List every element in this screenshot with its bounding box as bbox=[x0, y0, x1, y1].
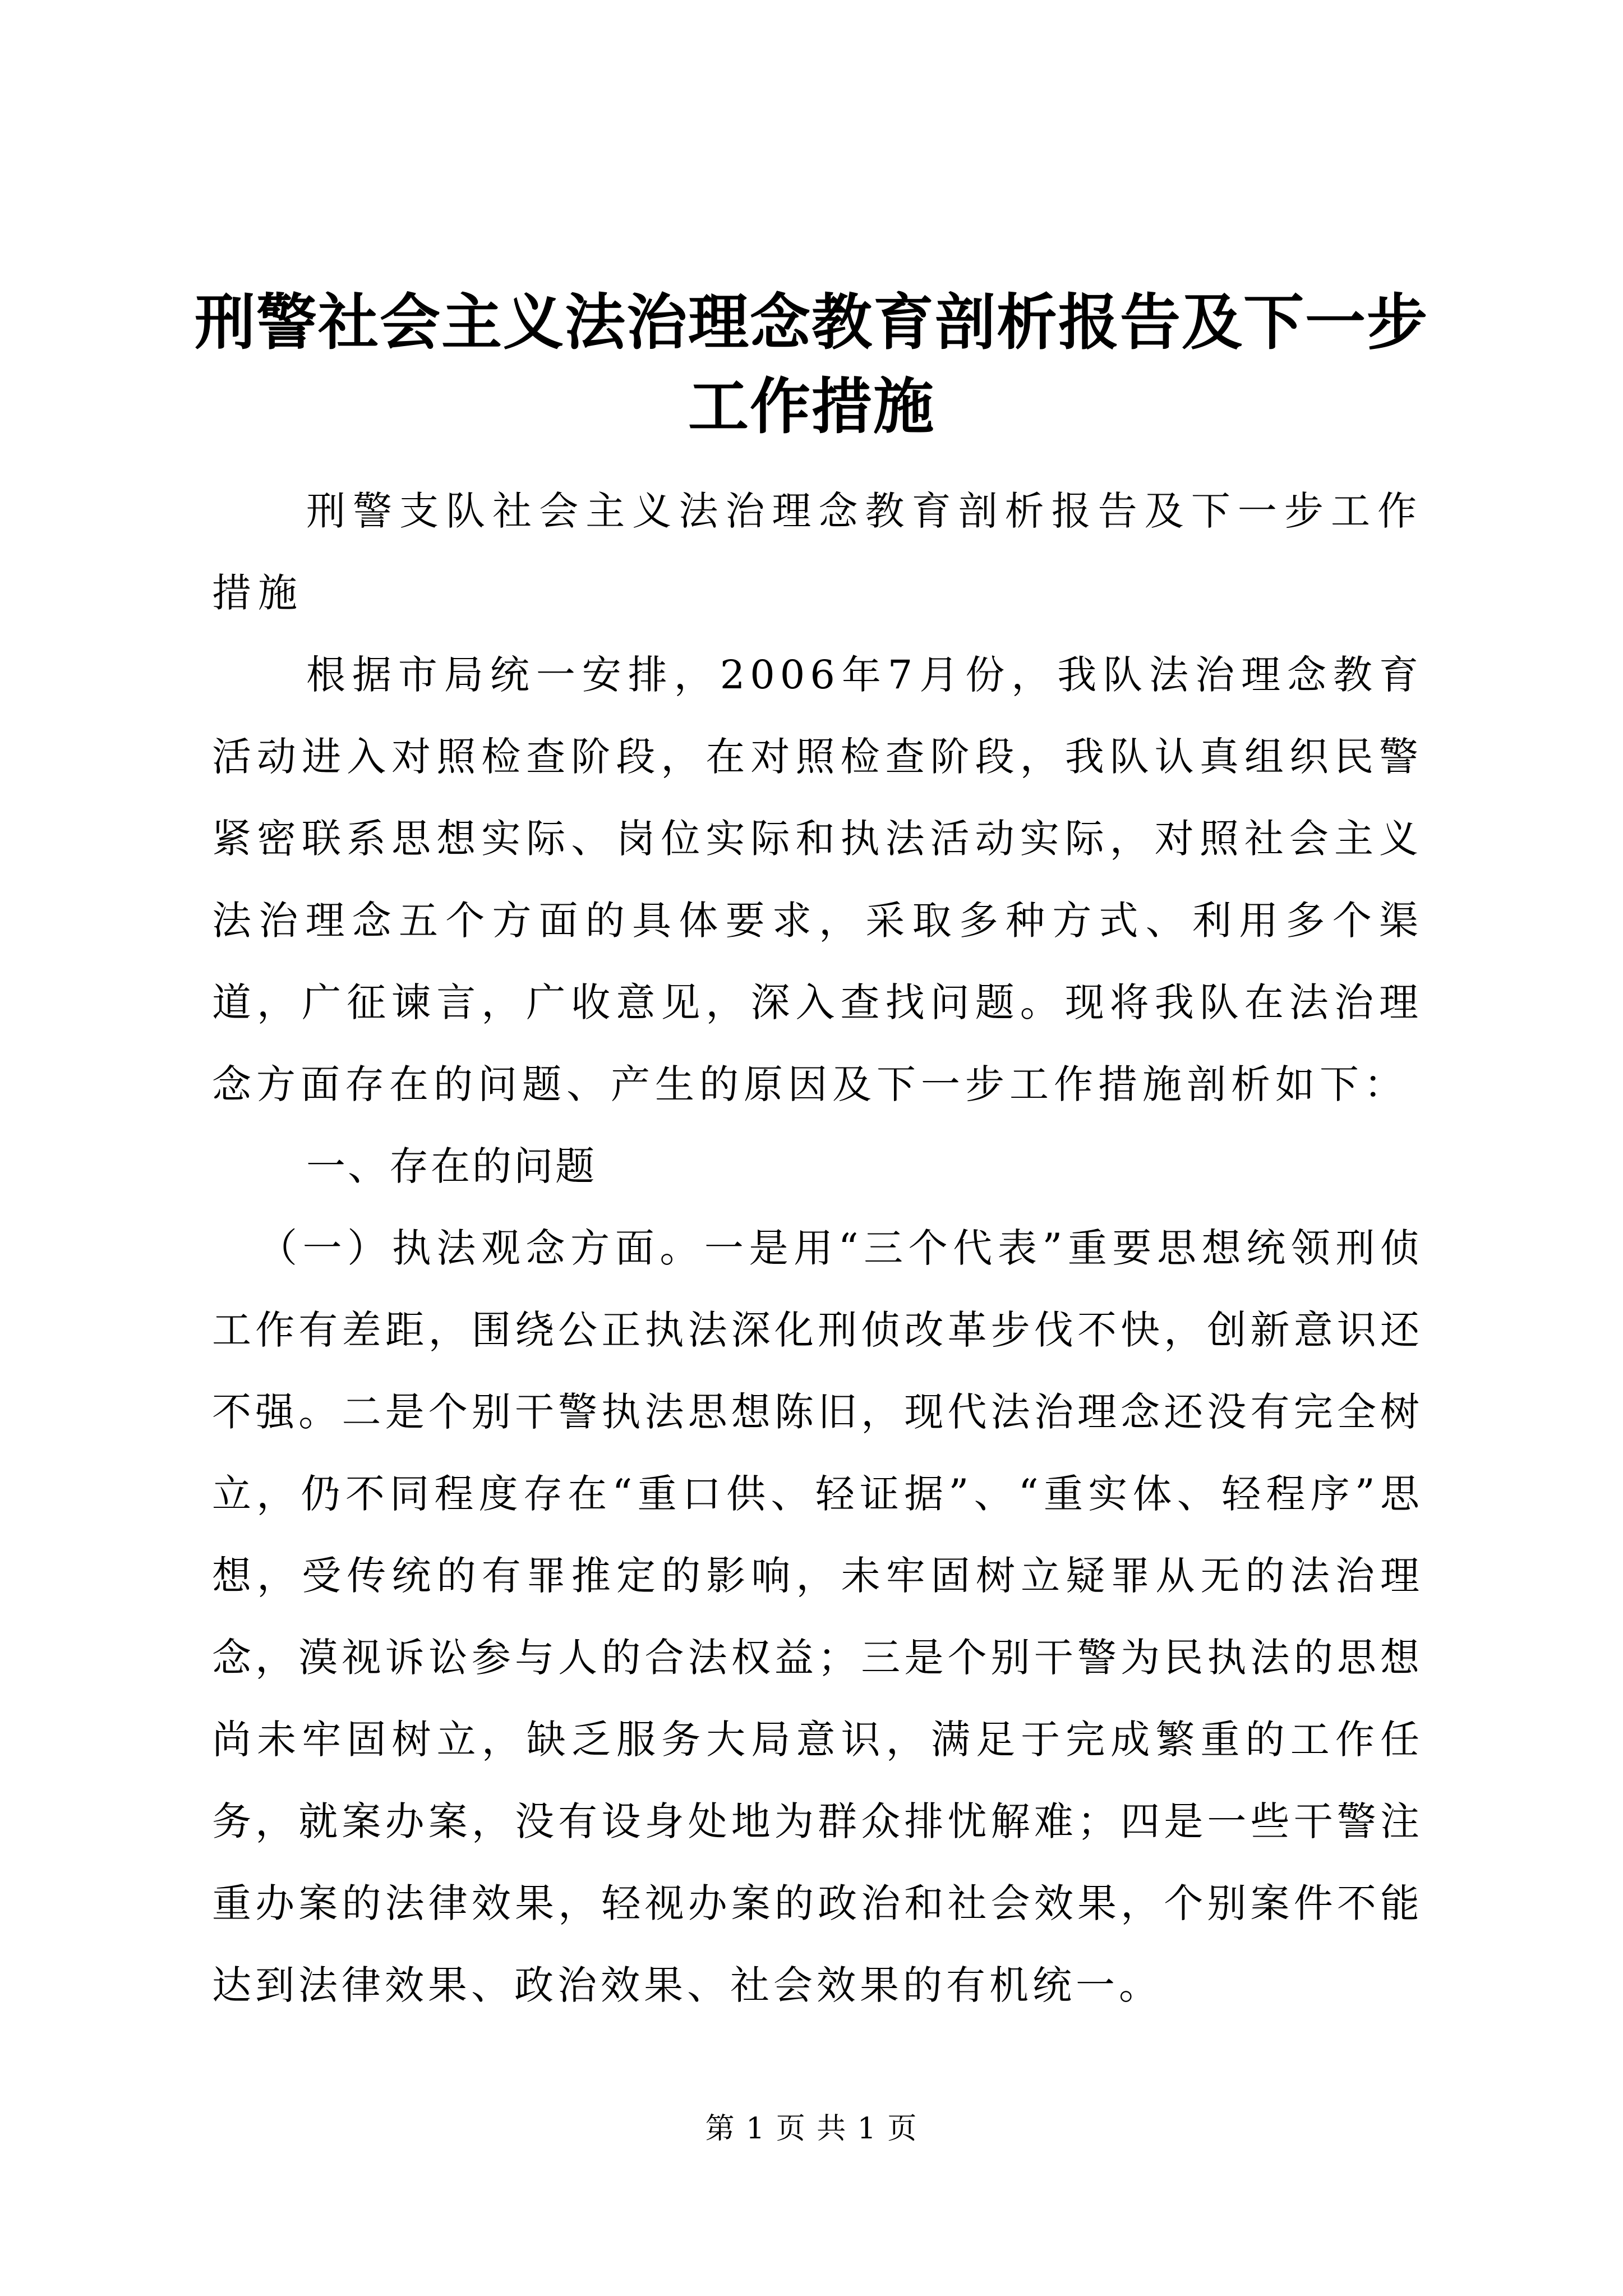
paragraph: 根据市局统一安排，2006年7月份，我队法治理念教育活动进入对照检查阶段，在对照检查阶段，我队认真组织民警紧密联系思想实际、岗位实际和执法活动实际，对照社会主义法治理念五个方面的具体要求，采取多种方式、利用多个渠道，广征谏言，广收意见，深入查找问题。现将我队在法治理念方面存在的问题、产生的原因及下一步工作措施剖析如下： bbox=[212, 652, 1423, 1107]
document-title: 刑警社会主义法治理念教育剖析报告及下一步工作措施 bbox=[194, 287, 1428, 442]
paragraph: （一）执法观念方面。一是用“三个代表”重要思想统领刑侦工作有差距，围绕公正执法深化刑侦改革步伐不快，创新意识还不强。二是个别干警执法思想陈旧，现代法治理念还没有完全树立，仍不同程度存在“重口供、轻证据”、“重实体、轻程序”思想，受传统的有罪推定的影响，未牢固树立疑罪从无的法治理念，漠视诉讼参与人的合法权益；三是个别干警为民执法的思想尚未牢固树立，缺乏服务大局意识，满足于完成繁重的工作任务，就案办案，没有设身处地为群众排忧解难；四是一些干警注重办案的法律效果，轻视办案的政治和社会效果，个别案件不能达到法律效果、政治效果、社会效果的有机统一。 bbox=[212, 1225, 1423, 2008]
document-body bbox=[212, 470, 1423, 2026]
page-number-footer: 第 1 页 共 1 页 bbox=[705, 2112, 918, 2146]
document-subtitle: 刑警支队社会主义法治理念教育剖析报告及下一步工作措施 bbox=[212, 488, 1423, 616]
section-heading: 一、存在的问题 bbox=[306, 1143, 597, 1189]
